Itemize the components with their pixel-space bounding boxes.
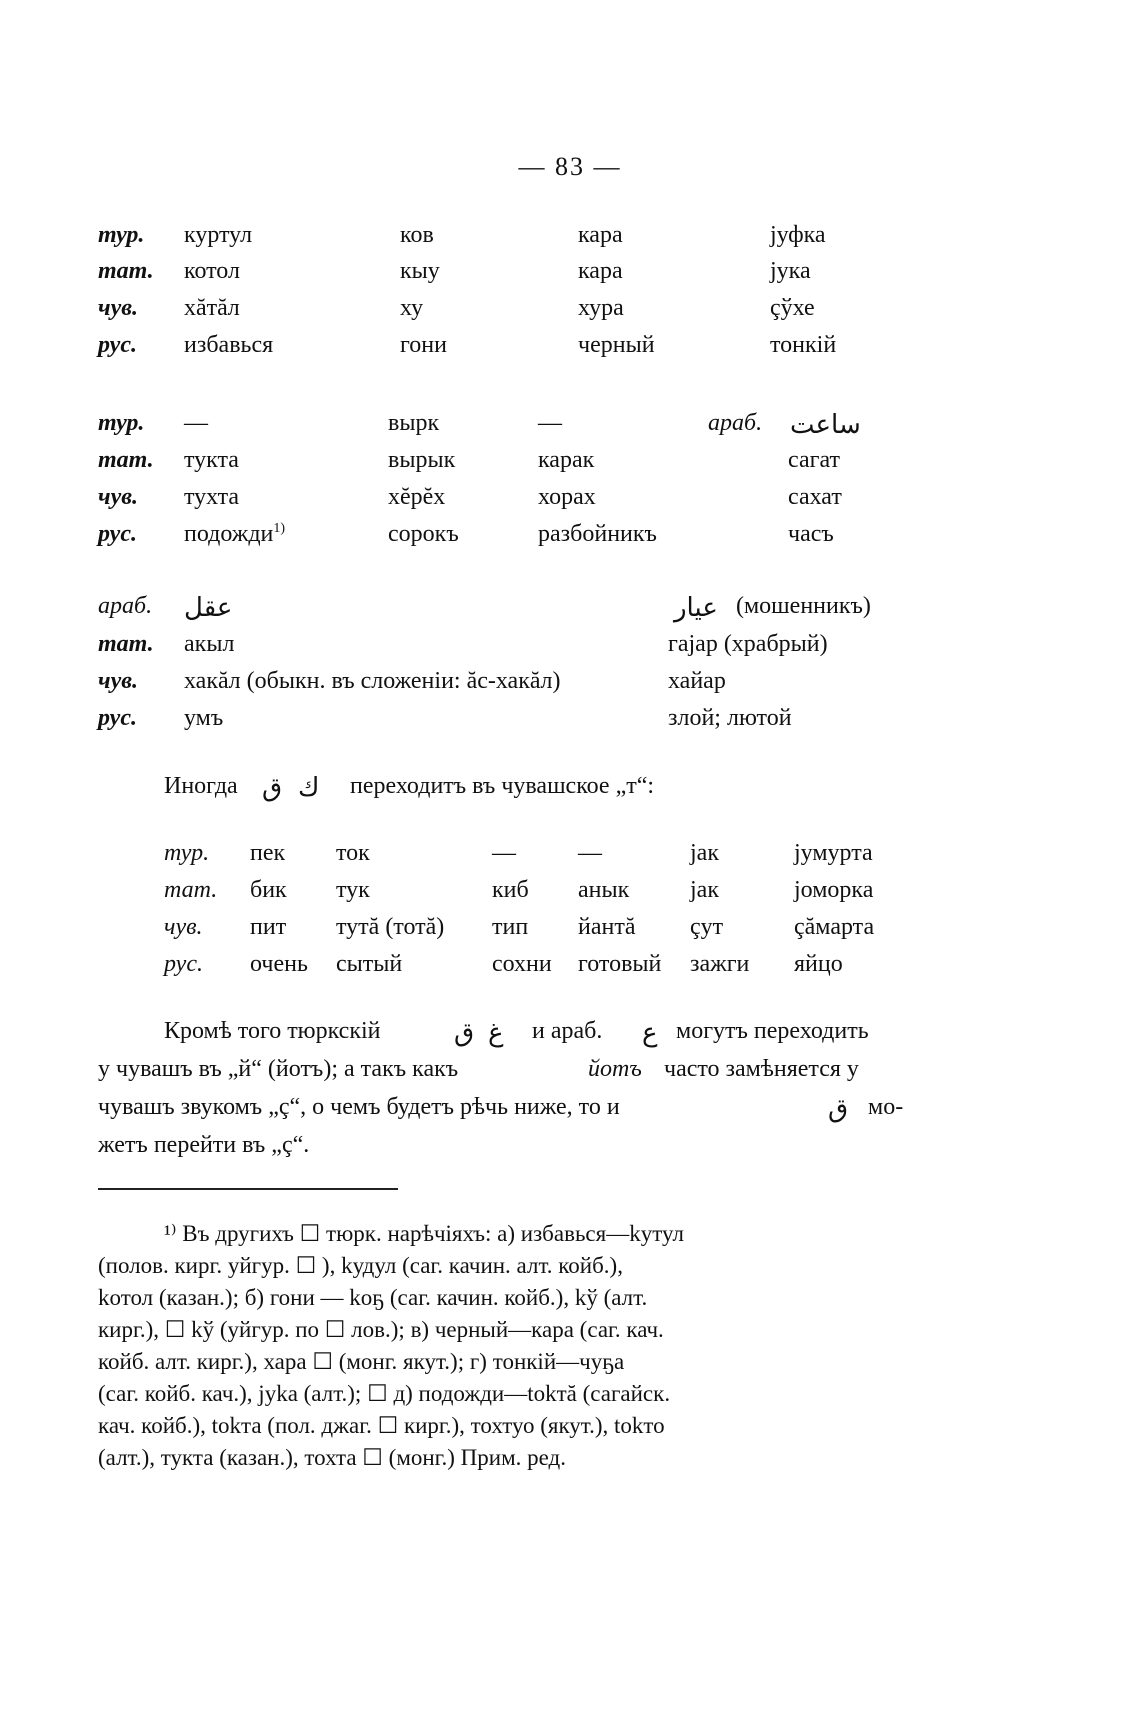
page-number: — 83 — (518, 152, 622, 181)
table-row: тат. тукта вырык карак сагат (98, 447, 840, 473)
footnote-line: койб. алт. кирг.), хара ☐ (монг. якут.); г) тонкій—чуҕа (98, 1349, 625, 1374)
table-row: тат. котол кыу кара јука (98, 258, 811, 284)
paragraph-line: чувашъ звукомъ „ç“, о чемъ будетъ рѣчь ниже, то и ق мо- (98, 1094, 904, 1124)
footnote-line: кач. койб.), tokта (пол. джаг. ☐ кирг.), тохтуо (якут.), tokто (98, 1413, 665, 1438)
table-row: араб. عقل عيار (мошенникъ) (98, 593, 871, 623)
table-row: чув. хакăл (обыкн. въ сложеніи: ăс-хакăл) хайар (98, 668, 726, 694)
table-row: тат. акыл гајар (храбрый) (98, 631, 828, 657)
paragraph-line: жетъ перейти въ „ç“. (98, 1132, 310, 1158)
footnote-line: кирг.), ☐ kў (уйгур. по ☐ лов.); в) черный—кара (саг. кач. (98, 1317, 664, 1342)
footnote-divider (98, 1188, 398, 1190)
footnote-line: kотол (казан.); б) гони — koҕ (саг. качин. койб.), kў (алт. (98, 1285, 648, 1310)
table-row: тат. бик тук киб анык јак јоморка (164, 877, 874, 903)
table-row: тур. — вырк — араб. ساعت (98, 410, 861, 440)
table-row: тур. пек ток — — јак јумурта (164, 840, 873, 866)
footnote-line: ¹⁾ Въ другихъ ☐ тюрк. нарѣчіяхъ: а) избавься—kутул (164, 1221, 684, 1246)
paragraph-line: Кромѣ того тюркскій ق غ и араб. ع могутъ переходить (164, 1018, 869, 1048)
intro-line: Иногда ق ك переходитъ въ чувашское „т“: (164, 773, 655, 803)
paragraph-line: у чувашъ въ „й“ (йотъ); а такъ какъ йотъ часто замѣняется у (98, 1056, 859, 1082)
table-row: чув. пит тутă (тотă) тип йантă çут çăмарта (164, 914, 875, 940)
table-row: рус. умъ злой; лютой (98, 705, 792, 731)
table-row: чув. хăтăл ху хура çўхе (98, 295, 815, 321)
footnote-line: (полов. кирг. уйгур. ☐ ), kудул (саг. качин. алт. койб.), (98, 1253, 623, 1278)
table-row: тур. куртул ков кара јуфка (98, 222, 826, 248)
table-row: рус. очень сытый сохни готовый зажги яйцо (164, 951, 843, 977)
footnote-line: (алт.), тукта (казан.), тохта ☐ (монг.) Прим. ред. (98, 1445, 567, 1470)
table-row: рус. подожди$^{1)}$ сорокъ разбойникъ часъ (98, 521, 834, 547)
table-row: чув. тухта хĕрĕх хорах сахат (98, 484, 842, 510)
footnote-line: (саг. койб. кач.), јуkа (алт.); ☐ д) подожди—tokтă (сагайск. (98, 1381, 671, 1406)
table-row: рус. избавься гони черный тонкій (98, 332, 837, 358)
